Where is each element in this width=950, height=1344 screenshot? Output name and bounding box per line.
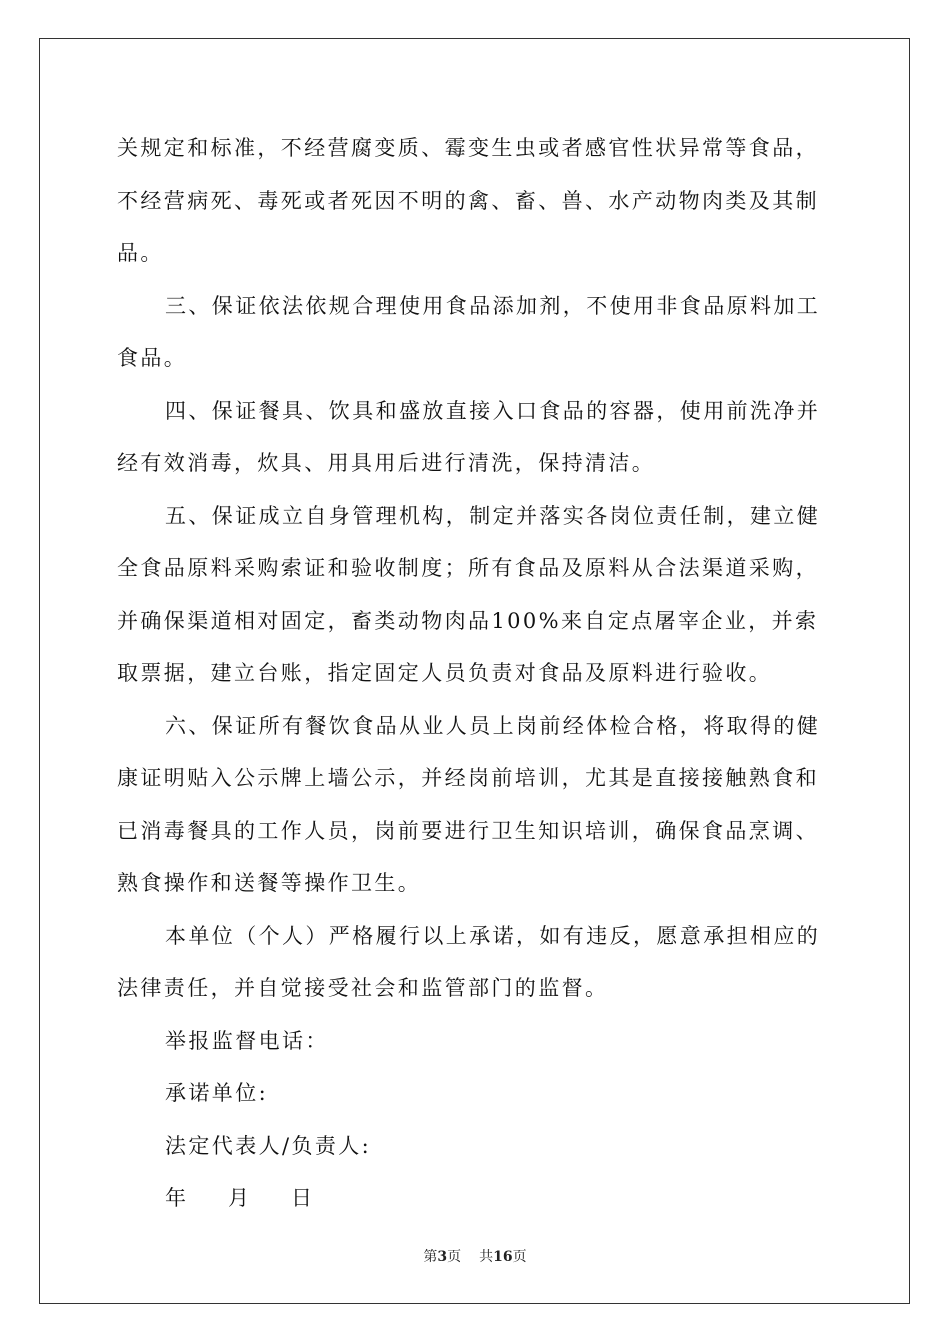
paragraph-item-4 <box>117 385 833 490</box>
text-line: 熟食操作和送餐等操作卫生。 <box>117 871 422 895</box>
total-suffix: 页 <box>512 1249 527 1265</box>
text-line: 已消毒餐具的工作人员，岗前要进行卫生知识培训，确保食品烹调、 <box>117 818 819 843</box>
page-suffix: 页 <box>447 1249 462 1265</box>
representative-label: 法定代表人/负责人: <box>165 1133 372 1158</box>
text-line: 食品。 <box>117 346 188 370</box>
paragraph-item-6 <box>117 700 833 910</box>
text-line: 取票据，建立台账，指定固定人员负责对食品及原料进行验收。 <box>117 661 773 685</box>
month-label: 月 <box>228 1186 252 1210</box>
text-line: 关规定和标准，不经营腐变质、霉变生虫或者感官性状异常等食品， <box>117 136 819 160</box>
signature-block <box>117 1015 833 1225</box>
paragraph-item-3 <box>117 280 833 385</box>
document-body <box>117 122 833 1225</box>
text-line: 四、保证餐具、饮具和盛放直接入口食品的容器，使用前洗净并 <box>165 398 821 423</box>
text-line: 品。 <box>117 241 164 265</box>
text-line: 康证明贴入公示牌上墙公示，并经岗前培训，尤其是直接接触熟食和 <box>117 766 819 790</box>
page-footer <box>0 1246 950 1266</box>
text-line: 并确保渠道相对固定，畜类动物肉品100%来自定点屠宰企业，并索 <box>117 608 819 633</box>
paragraph-continuation <box>117 122 833 280</box>
text-line: 经有效消毒，炊具、用具用后进行清洗，保持清洁。 <box>117 451 656 475</box>
text-line: 三、保证依法依规合理使用食品添加剂，不使用非食品原料加工 <box>165 293 821 318</box>
paragraph-commitment <box>117 910 833 1015</box>
text-line: 六、保证所有餐饮食品从业人员上岗前经体检合格，将取得的健 <box>165 713 821 738</box>
text-line: 不经营病死、毒死或者死因不明的禽、畜、兽、水产动物肉类及其制 <box>117 188 819 213</box>
page-prefix: 第 <box>423 1249 438 1265</box>
text-line: 全食品原料采购索证和验收制度；所有食品及原料从合法渠道采购， <box>117 556 819 580</box>
date-line <box>117 1172 833 1225</box>
day-label: 日 <box>291 1186 315 1210</box>
text-line: 法律责任，并自觉接受社会和监管部门的监督。 <box>117 976 609 1000</box>
paragraph-item-5 <box>117 490 833 700</box>
hotline-label: 举报监督电话： <box>165 1028 329 1053</box>
text-line: 本单位（个人）严格履行以上承诺，如有违反，愿意承担相应的 <box>165 923 821 948</box>
total-pages: 16 <box>493 1249 513 1265</box>
total-prefix: 共 <box>479 1249 494 1265</box>
year-label: 年 <box>165 1186 189 1210</box>
text-line: 五、保证成立自身管理机构，制定并落实各岗位责任制，建立健 <box>165 503 821 528</box>
unit-label: 承诺单位: <box>165 1081 269 1105</box>
page-number: 3 <box>437 1249 448 1265</box>
